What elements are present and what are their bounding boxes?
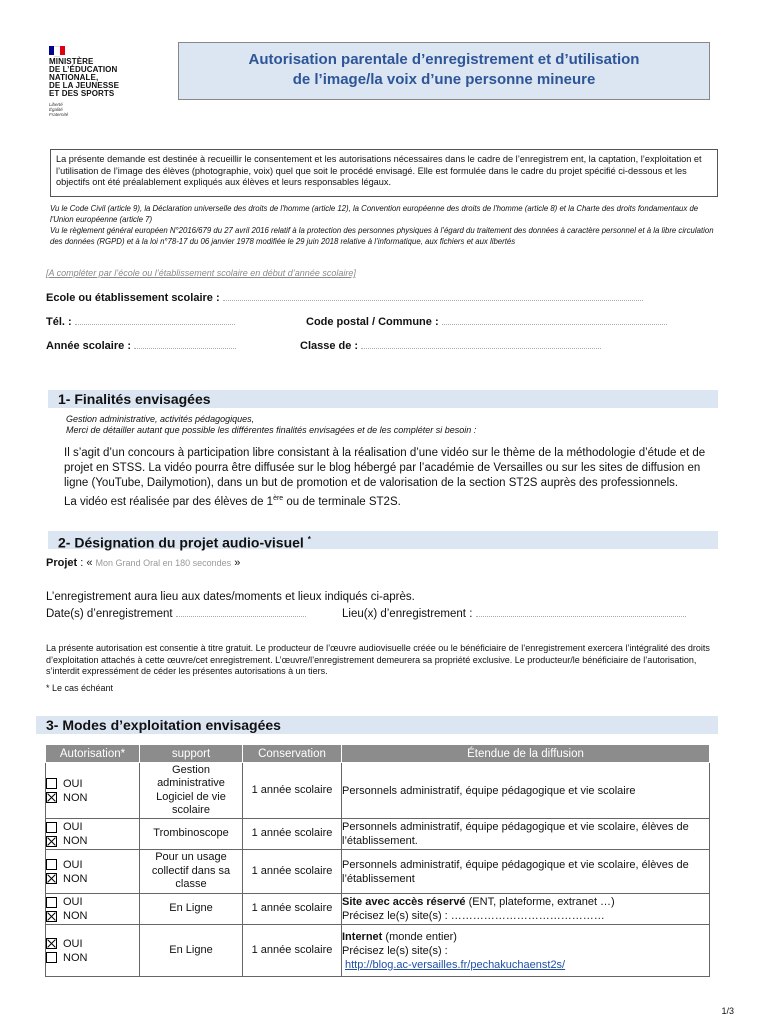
non-label: NON [63,835,88,847]
modes-table [45,744,710,977]
recording-line: L’enregistrement aura lieu aux dates/moments et lieux indiqués ci-après. [46,591,415,603]
oui-option[interactable] [46,895,139,909]
non-label: NON [63,910,88,922]
table-row [46,850,710,894]
blog-link[interactable]: http://blog.ac-versailles.fr/pechakuchaenst2s/ [345,958,566,971]
checkbox-non[interactable] [46,952,57,963]
legal-ref-2: Vu le règlement général européen N°2016/679 du 27 avril 2016 relatif à la protection des personnes physiques à l’égard du traitement des données à caractère personnel et à la libre circulation des données (RGPD) et à la loi n°78-17 du 06 janvier 1978 modifiée le 29 juin 2018 relative à l’informatique, aux fichiers et aux libertés [50,226,714,246]
note-line-1: Gestion administrative, activités pédagogiques, [66,414,255,424]
non-option[interactable] [46,951,139,965]
footnote: * Le cas échéant [46,683,114,693]
legal-ref-1: Vu le Code Civil (article 9), la Déclaration universelle des droits de l'homme (article 12), la Convention européenne des droits de l'homme (article 8) et la Charte des droits fondamentaux de l'Union européenne (article 7) [50,204,699,224]
section-1-paragraph [64,446,724,510]
project-close: » [234,557,241,569]
extent-cell: Personnels administratif, équipe pédagogique et vie scolaire [342,763,710,819]
support-cell: En Ligne [140,925,243,977]
dates-input-line[interactable] [176,606,306,617]
extent-cell: Personnels administratif, équipe pédagogique et vie scolaire, élèves de l’établissement. [342,819,710,850]
checkbox-non[interactable] [46,911,57,922]
project-label: Projet [46,557,78,569]
ministry-name: MINISTÈRE DE L’ÉDUCATION NATIONALE, DE LA JEUNESSE ET DES SPORTS [49,57,120,98]
checkbox-oui[interactable] [46,938,57,949]
conservation-cell: 1 année scolaire [243,850,342,894]
section-2-star: * [307,535,311,544]
table-row [46,925,710,977]
extent-cell: Personnels administratif, équipe pédagogique et vie scolaire, élèves de l’établissement [342,850,710,894]
project-open: : « [80,557,93,569]
purpose-text: Il s’agit d’un concours à participation libre consistant à la réalisation d’une vidéo sur le thème de la méthodologie d’étude et de projet en STSS. La vidéo pourra être diffusée sur le blog hébergé par l’académie de Versailles ou sur les sites de diffusion en ligne (YouTube, Dailymotion), dans un but de promotion et de valorisation de la section ST2S auprès des professionnels. [64,447,706,489]
extent-line-3 [342,958,709,972]
page-number: 1/3 [721,1006,734,1016]
section-2-heading [48,531,718,549]
checkbox-non[interactable] [46,792,57,803]
project-line [46,557,240,569]
non-option[interactable] [46,834,139,848]
non-label: NON [63,951,88,964]
document-title [178,42,710,100]
extent-bold: Internet [342,930,383,943]
checkbox-oui[interactable] [46,822,57,833]
legal-references [50,203,720,247]
extent-cell [342,894,710,925]
support-cell: Trombinoscope [140,819,243,850]
authorisation-cell [46,894,140,925]
purpose-last-b: ou de terminale ST2S. [283,495,401,508]
french-flag-icon [49,46,65,55]
checkbox-oui[interactable] [46,897,57,908]
postal-input-line[interactable] [442,314,667,325]
year-input-line[interactable] [134,338,236,349]
non-label: NON [63,791,88,804]
table-header-row [46,745,710,763]
extent-bold: Site avec accès réservé [342,896,466,908]
oui-label: OUI [63,777,83,790]
purpose-last-a: La vidéo est réalisée par des élèves de 1 [64,495,274,508]
extent-line-2: Précisez le(s) site(s) : [342,944,448,957]
title-line-2: de l’image/la voix d’une personne mineure [292,71,596,88]
free-consent-text: La présente autorisation est consentie à titre gratuit. Le producteur de l’œuvre audiovisuelle créée ou le bénéficiaire de l’enregistrement exercera l’intégralité des droits d’exploitation attachés à cette œuvre/cet enregistrement. L’œuvre/l’enregistrement demeurera sa propriété exclusive. Le producteur/le bénéficiaire de l’autorisation, s’interdit expressément de céder les présentes autorisations à un tiers. [46,643,710,676]
table-row [46,894,710,925]
table-row [46,763,710,819]
oui-option[interactable] [46,777,139,791]
section-3-heading: 3- Modes d’exploitation envisagées [36,716,718,734]
support-cell: En Ligne [140,894,243,925]
title-line-1: Autorisation parentale d’enregistrement et d’utilisation [248,51,640,68]
non-label: NON [63,872,88,885]
conservation-cell: 1 année scolaire [243,819,342,850]
conservation-cell: 1 année scolaire [243,763,342,819]
extent-line-2: Précisez le(s) site(s) : …………………………………… [342,910,605,922]
places-input-line[interactable] [476,606,686,617]
conservation-cell: 1 année scolaire [243,894,342,925]
class-input-line[interactable] [361,338,601,349]
oui-label: OUI [63,896,83,908]
purpose-last-line [64,491,724,510]
oui-label: OUI [63,821,83,833]
authorisation-cell [46,925,140,977]
non-option[interactable] [46,909,139,923]
oui-label: OUI [63,937,83,950]
school-input-line[interactable] [223,290,643,301]
oui-option[interactable] [46,820,139,834]
note-line-2: Merci de détailler autant que possible les différentes finalités envisagées et de les compléter si besoin : [66,425,477,435]
authorisation-cell [46,763,140,819]
tel-input-line[interactable] [75,314,235,325]
non-option[interactable] [46,791,139,805]
places-field[interactable] [342,606,686,622]
oui-option[interactable] [46,858,139,872]
support-cell: Pour un usage collectif dans sa classe [140,850,243,894]
extent-rest: (ENT, plateforme, extranet …) [465,896,615,908]
year-field[interactable] [46,338,236,352]
extent-cell [342,925,710,977]
authorisation-cell [46,819,140,850]
checkbox-non[interactable] [46,873,57,884]
fill-hint: [A compléter par l’école ou l’établissement scolaire en début d’année scolaire] [46,268,356,278]
republic-motto: Liberté Égalité Fraternité [49,102,69,117]
extent-rest: (monde entier) [382,930,457,943]
places-label: Lieu(x) d’enregistrement : [342,608,473,620]
section-1-heading: 1- Finalités envisagées [48,390,718,408]
checkbox-non[interactable] [46,836,57,847]
school-label: Ecole ou établissement scolaire : [46,292,220,304]
checkbox-oui[interactable] [46,859,57,870]
class-field[interactable] [300,338,601,352]
section-1-notes [66,414,706,436]
purpose-sup: ère [273,495,284,502]
year-label: Année scolaire : [46,340,131,352]
tel-label: Tél. : [46,316,72,328]
section-2-title: 2- Désignation du projet audio-visuel [58,534,304,551]
col-conservation: Conservation [243,745,342,763]
extent-line-1 [342,930,709,944]
dates-label: Date(s) d’enregistrement [46,608,173,620]
non-option[interactable] [46,872,139,886]
oui-label: OUI [63,858,83,871]
col-extent: Étendue de la diffusion [342,745,710,763]
school-field[interactable] [46,290,643,304]
authorisation-cell [46,850,140,894]
col-support: support [140,745,243,763]
oui-option[interactable] [46,937,139,951]
checkbox-oui[interactable] [46,778,57,789]
col-authorisation: Autorisation* [46,745,140,763]
project-name[interactable]: Mon Grand Oral en 180 secondes [95,558,232,568]
intro-box: La présente demande est destinée à recueillir le consentement et les autorisations nécessaires dans le cadre de l’enregistrem ent, la captation, l’exploitation et l’utilisation de l’image des élèves (photographie, voix) quel que soit le procédé envisagé. Elle est formulée dans le cadre du projet spécifié ci-dessous et les objectifs ont été préalablement expliqués aux élèves et leurs responsables légaux. [50,149,718,197]
dates-field[interactable] [46,606,306,622]
postal-field[interactable] [306,314,667,328]
postal-label: Code postal / Commune : [306,316,439,328]
support-cell: Gestion administrative Logiciel de vie scolaire [140,763,243,819]
extent-line-1 [342,895,709,909]
table-row [46,819,710,850]
conservation-cell: 1 année scolaire [243,925,342,977]
ministry-logo [49,46,149,117]
tel-field[interactable] [46,314,235,328]
class-label: Classe de : [300,340,359,352]
